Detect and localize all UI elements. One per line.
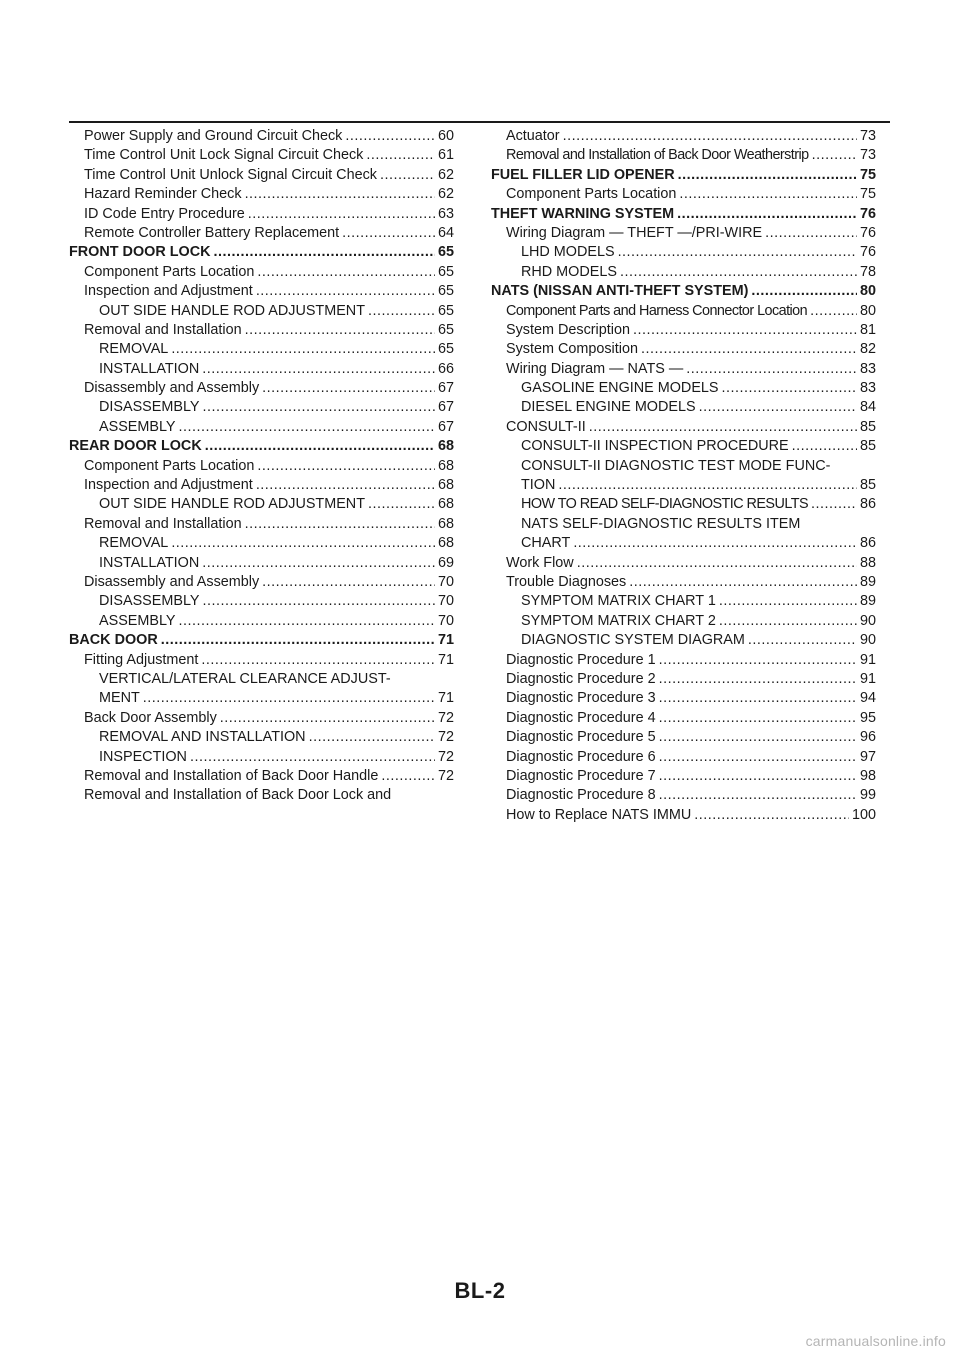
toc-entry-title: How to Replace NATS IMMU [506, 806, 692, 823]
toc-entry-title: NATS (NISSAN ANTI-THEFT SYSTEM) [491, 283, 749, 300]
toc-entry-diesel-engine-models[interactable] [491, 398, 876, 417]
toc-leader-dots [248, 205, 435, 224]
toc-leader-dots [765, 224, 857, 243]
toc-entry-page: 65 [437, 244, 454, 261]
toc-entry-title: INSPECTION [99, 748, 187, 765]
toc-entry-title: TION [521, 477, 556, 494]
toc-entry-title: Diagnostic Procedure 6 [506, 748, 656, 765]
toc-leader-dots [659, 767, 857, 786]
toc-entry-title: Diagnostic Procedure 7 [506, 767, 656, 784]
toc-entry-title: Removal and Installation [84, 321, 242, 338]
toc-leader-dots [678, 166, 857, 185]
toc-leader-dots [161, 631, 435, 650]
toc-entry-title: Power Supply and Ground Circuit Check [84, 128, 343, 144]
toc-column-right [491, 127, 876, 825]
toc-entry-title: FRONT DOOR LOCK [69, 244, 211, 261]
toc-entry-page: 76 [859, 205, 876, 222]
toc-entry-installation[interactable] [69, 360, 454, 379]
toc-entry-title: FUEL FILLER LID OPENER [491, 166, 675, 183]
toc-entry-page: 81 [859, 321, 876, 338]
toc-entry-gasoline-engine-models[interactable] [491, 379, 876, 398]
toc-entry-diagnostic-procedure-4[interactable] [491, 709, 876, 728]
toc-column-left [69, 127, 454, 806]
toc-entry-page: 71 [437, 651, 454, 668]
toc-leader-dots [699, 398, 857, 417]
toc-entry-nats-self-diagnostic-results-item[interactable] [491, 515, 876, 534]
toc-entry-installation[interactable] [69, 554, 454, 573]
toc-entry-title: Work Flow [506, 554, 574, 571]
toc-entry-title: DIESEL ENGINE MODELS [521, 399, 696, 416]
toc-entry-page: 64 [437, 224, 454, 241]
toc-leader-dots [577, 554, 857, 573]
toc-entry-removal-and-installation[interactable] [69, 728, 454, 747]
toc-entry-page: 72 [437, 709, 454, 726]
toc-leader-dots [368, 495, 435, 514]
toc-entry-title: Wiring Diagram — THEFT —/PRI-WIRE [506, 224, 763, 241]
toc-entry-title: Diagnostic Procedure 2 [506, 670, 656, 687]
toc-leader-dots [257, 457, 435, 476]
toc-entry-diagnostic-procedure-8[interactable] [491, 786, 876, 805]
toc-entry-inspection-and-adjustment[interactable] [69, 476, 454, 495]
toc-entry-title: CHART [521, 535, 571, 552]
toc-leader-dots [812, 146, 857, 165]
toc-entry-title: BACK DOOR [69, 632, 158, 649]
toc-leader-dots [262, 379, 435, 398]
toc-leader-dots [573, 534, 857, 553]
toc-entry-title: System Description [506, 321, 630, 338]
toc-leader-dots [171, 340, 435, 359]
toc-entry-title: Back Door Assembly [84, 709, 217, 726]
toc-entry-title: CONSULT-II INSPECTION PROCEDURE [521, 438, 789, 455]
toc-entry-diagnostic-procedure-7[interactable] [491, 767, 876, 786]
toc-entry-actuator[interactable] [491, 127, 876, 146]
toc-leader-dots [659, 670, 857, 689]
toc-leader-dots [563, 127, 857, 146]
toc-entry-page: 100 [851, 806, 876, 823]
toc-entry-page: 89 [859, 573, 876, 590]
toc-entry-consult-ii[interactable] [491, 418, 876, 437]
toc-entry-title: Trouble Diagnoses [506, 573, 627, 590]
toc-leader-dots [694, 806, 849, 825]
toc-entry-title: Remote Controller Battery Replacement [84, 224, 340, 241]
toc-entry-page: 63 [437, 205, 454, 222]
toc-entry-title: Diagnostic Procedure 8 [506, 787, 656, 804]
toc-leader-dots [342, 224, 435, 243]
toc-entry-diagnostic-procedure-1[interactable] [491, 651, 876, 670]
toc-entry-title: MENT [99, 690, 140, 707]
toc-leader-dots [589, 418, 857, 437]
toc-entry-fuel-filler-lid-opener[interactable] [491, 166, 876, 185]
toc-entry-title: Component Parts and Harness Connector Location [506, 302, 808, 319]
toc-entry-page: 67 [437, 380, 454, 397]
toc-leader-dots [811, 495, 857, 514]
toc-leader-dots [256, 476, 435, 495]
toc-entry-system-composition[interactable] [491, 340, 876, 359]
toc-entry-inspection[interactable] [69, 748, 454, 767]
toc-entry-removal-and-installation-of-back-door-handle[interactable] [69, 767, 454, 786]
toc-entry-title: Hazard Reminder Check [84, 186, 242, 203]
toc-leader-dots [202, 360, 435, 379]
toc-leader-dots [620, 263, 857, 282]
toc-leader-dots [203, 398, 435, 417]
toc-entry-page: 76 [859, 224, 876, 241]
toc-entry-removal[interactable] [69, 534, 454, 553]
toc-entry-title: REMOVAL [99, 341, 169, 358]
toc-entry-page: 60 [437, 128, 454, 144]
toc-entry-page: 95 [859, 709, 876, 726]
toc-entry-how-to-replace-nats-immu[interactable] [491, 806, 876, 825]
toc-entry-title: INSTALLATION [99, 554, 200, 571]
toc-entry-title: REMOVAL AND INSTALLATION [99, 729, 306, 746]
toc-entry-page: 68 [437, 457, 454, 474]
toc-leader-dots [380, 166, 435, 185]
toc-entry-removal-and-installation-of-back-door-weatherstr[interactable] [491, 146, 876, 165]
toc-entry-title: DISASSEMBLY [99, 399, 200, 416]
toc-entry-page: 90 [859, 612, 876, 629]
toc-entry-page: 85 [859, 477, 876, 494]
toc-entry-symptom-matrix-chart-2[interactable] [491, 612, 876, 631]
toc-entry-title: VERTICAL/LATERAL CLEARANCE ADJUST- [99, 670, 391, 687]
toc-entry-page: 83 [859, 360, 876, 377]
toc-entry-title: Disassembly and Assembly [84, 380, 260, 397]
toc-leader-dots [659, 651, 857, 670]
toc-entry-page: 70 [437, 593, 454, 610]
toc-entry-title: Removal and Installation [84, 515, 242, 532]
toc-leader-dots [245, 185, 435, 204]
toc-entry-page: 68 [437, 496, 454, 513]
toc-leader-dots [659, 728, 857, 747]
toc-leader-dots [679, 185, 857, 204]
toc-entry-lhd-models[interactable] [491, 243, 876, 262]
toc-entry-page: 89 [859, 593, 876, 610]
toc-entry-theft-warning-system[interactable] [491, 205, 876, 224]
toc-leader-dots [677, 205, 857, 224]
toc-entry-title: Wiring Diagram — NATS — [506, 360, 684, 377]
toc-entry-id-code-entry-procedure[interactable] [69, 205, 454, 224]
toc-leader-dots [309, 728, 435, 747]
toc-entry-title: OUT SIDE HANDLE ROD ADJUSTMENT [99, 496, 365, 513]
toc-entry-ment[interactable] [69, 689, 454, 708]
toc-leader-dots [220, 709, 435, 728]
toc-entry-page: 62 [437, 166, 454, 183]
toc-entry-title: NATS SELF-DIAGNOSTIC RESULTS ITEM [521, 515, 801, 532]
toc-entry-title: GASOLINE ENGINE MODELS [521, 380, 719, 397]
toc-leader-dots [810, 302, 857, 321]
toc-leader-dots [381, 767, 435, 786]
toc-entry-page: 68 [437, 477, 454, 494]
toc-entry-title: ASSEMBLY [99, 418, 176, 435]
toc-leader-dots [719, 592, 857, 611]
toc-entry-work-flow[interactable] [491, 554, 876, 573]
toc-entry-title: ASSEMBLY [99, 612, 176, 629]
toc-leader-dots [245, 515, 435, 534]
toc-entry-page: 69 [437, 554, 454, 571]
toc-leader-dots [366, 146, 435, 165]
toc-entry-title: REAR DOOR LOCK [69, 438, 202, 455]
toc-entry-title: ID Code Entry Procedure [84, 205, 245, 222]
toc-entry-component-parts-and-harness-connector-location[interactable] [491, 302, 876, 321]
toc-leader-dots [143, 689, 435, 708]
toc-entry-title: Removal and Installation of Back Door Weatherstrip [506, 147, 809, 164]
toc-leader-dots [202, 554, 435, 573]
toc-entry-page: 71 [437, 632, 454, 649]
toc-entry-rear-door-lock[interactable] [69, 437, 454, 456]
toc-entry-disassembly-and-assembly[interactable] [69, 573, 454, 592]
toc-entry-page: 65 [437, 341, 454, 358]
toc-entry-page: 65 [437, 283, 454, 300]
toc-entry-title: Removal and Installation of Back Door Handle [84, 767, 379, 784]
toc-entry-page: 65 [437, 302, 454, 319]
toc-entry-out-side-handle-rod-adjustment[interactable] [69, 302, 454, 321]
toc-entry-title: CONSULT-II DIAGNOSTIC TEST MODE FUNC- [521, 457, 831, 474]
toc-entry-title: Diagnostic Procedure 3 [506, 690, 656, 707]
toc-entry-title: Diagnostic Procedure 1 [506, 651, 656, 668]
toc-entry-title: Component Parts Location [84, 457, 255, 474]
toc-entry-component-parts-location[interactable] [491, 185, 876, 204]
toc-entry-title: SYMPTOM MATRIX CHART 2 [521, 612, 716, 629]
toc-entry-title: Inspection and Adjustment [84, 283, 253, 300]
toc-leader-dots [792, 437, 857, 456]
toc-entry-consult-ii-diagnostic-test-mode-func[interactable] [491, 457, 876, 476]
toc-entry-disassembly-and-assembly[interactable] [69, 379, 454, 398]
toc-entry-page: 88 [859, 554, 876, 571]
toc-entry-diagnostic-system-diagram[interactable] [491, 631, 876, 650]
toc-entry-title: Removal and Installation of Back Door Lock and [84, 787, 392, 804]
page-label: BL-2 [454, 1278, 506, 1303]
toc-entry-wiring-diagram-nats[interactable] [491, 360, 876, 379]
toc-entry-page: 86 [859, 496, 876, 513]
toc-entry-out-side-handle-rod-adjustment[interactable] [69, 495, 454, 514]
toc-leader-dots [659, 689, 857, 708]
toc-entry-page: 85 [859, 418, 876, 435]
toc-entry-nats-nissan-anti-theft-system[interactable] [491, 282, 876, 301]
toc-leader-dots [179, 418, 435, 437]
toc-entry-assembly[interactable] [69, 418, 454, 437]
toc-entry-page: 91 [859, 670, 876, 687]
toc-entry-page: 90 [859, 632, 876, 649]
toc-entry-page: 99 [859, 787, 876, 804]
toc-entry-trouble-diagnoses[interactable] [491, 573, 876, 592]
toc-entry-title: Fitting Adjustment [84, 651, 199, 668]
toc-entry-page: 85 [859, 438, 876, 455]
toc-entry-title: Actuator [506, 128, 560, 144]
toc-leader-dots [751, 282, 857, 301]
toc-entry-title: Component Parts Location [506, 186, 677, 203]
toc-entry-front-door-lock[interactable] [69, 243, 454, 262]
toc-entry-page: 83 [859, 380, 876, 397]
toc-entry-diagnostic-procedure-2[interactable] [491, 670, 876, 689]
toc-entry-inspection-and-adjustment[interactable] [69, 282, 454, 301]
toc-entry-component-parts-location[interactable] [69, 263, 454, 282]
toc-entry-page: 68 [437, 515, 454, 532]
toc-leader-dots [722, 379, 857, 398]
toc-entry-title: Disassembly and Assembly [84, 573, 260, 590]
toc-entry-title: CONSULT-II [506, 418, 586, 435]
toc-entry-page: 76 [859, 244, 876, 261]
toc-entry-disassembly[interactable] [69, 592, 454, 611]
toc-entry-wiring-diagram-theft-pri-wire[interactable] [491, 224, 876, 243]
toc-entry-page: 68 [437, 438, 454, 455]
toc-entry-title: RHD MODELS [521, 263, 617, 280]
toc-entry-time-control-unit-unlock-signal-circuit-check[interactable] [69, 166, 454, 185]
toc-entry-title: Inspection and Adjustment [84, 477, 253, 494]
toc-leader-dots [659, 748, 857, 767]
toc-entry-page: 65 [437, 321, 454, 338]
toc-leader-dots [345, 127, 435, 146]
toc-leader-dots [618, 243, 857, 262]
toc-entry-title: OUT SIDE HANDLE ROD ADJUSTMENT [99, 302, 365, 319]
toc-leader-dots [171, 534, 435, 553]
toc-entry-page: 68 [437, 535, 454, 552]
toc-leader-dots [659, 786, 857, 805]
toc-entry-page: 97 [859, 748, 876, 765]
toc-entry-title: THEFT WARNING SYSTEM [491, 205, 675, 222]
toc-entry-diagnostic-procedure-3[interactable] [491, 689, 876, 708]
toc-entry-consult-ii-inspection-procedure[interactable] [491, 437, 876, 456]
toc-leader-dots [748, 631, 857, 650]
toc-entry-symptom-matrix-chart-1[interactable] [491, 592, 876, 611]
toc-entry-page: 65 [437, 263, 454, 280]
toc-entry-page: 80 [859, 302, 876, 319]
toc-entry-component-parts-location[interactable] [69, 457, 454, 476]
toc-entry-disassembly[interactable] [69, 398, 454, 417]
toc-leader-dots [245, 321, 435, 340]
toc-entry-chart[interactable] [491, 534, 876, 553]
toc-leader-dots [659, 709, 857, 728]
toc-leader-dots [203, 592, 435, 611]
toc-entry-page: 67 [437, 418, 454, 435]
toc-entry-tion[interactable] [491, 476, 876, 495]
toc-entry-page: 80 [859, 283, 876, 300]
toc-entry-page: 70 [437, 612, 454, 629]
toc-entry-remote-controller-battery-replacement[interactable] [69, 224, 454, 243]
toc-entry-assembly[interactable] [69, 612, 454, 631]
toc-leader-dots [205, 437, 435, 456]
toc-entry-diagnostic-procedure-6[interactable] [491, 748, 876, 767]
toc-entry-title: Time Control Unit Lock Signal Circuit Check [84, 147, 364, 164]
header-rule [69, 121, 890, 123]
toc-entry-page: 71 [437, 690, 454, 707]
toc-entry-system-description[interactable] [491, 321, 876, 340]
toc-leader-dots [686, 360, 857, 379]
toc-entry-removal[interactable] [69, 340, 454, 359]
toc-leader-dots [201, 651, 435, 670]
toc-leader-dots [256, 282, 435, 301]
toc-leader-dots [368, 302, 435, 321]
toc-entry-page: 72 [437, 729, 454, 746]
toc-entry-page: 70 [437, 573, 454, 590]
toc-leader-dots [262, 573, 435, 592]
toc-entry-page: 86 [859, 535, 876, 552]
toc-entry-removal-and-installation[interactable] [69, 321, 454, 340]
toc-leader-dots [190, 748, 435, 767]
toc-entry-page: 61 [437, 147, 454, 164]
toc-entry-title: Component Parts Location [84, 263, 255, 280]
toc-entry-page: 91 [859, 651, 876, 668]
toc-entry-rhd-models[interactable] [491, 263, 876, 282]
toc-entry-page: 67 [437, 399, 454, 416]
toc-entry-back-door[interactable] [69, 631, 454, 650]
toc-entry-title: SYMPTOM MATRIX CHART 1 [521, 593, 716, 610]
toc-entry-title: System Composition [506, 341, 638, 358]
toc-entry-title: Time Control Unit Unlock Signal Circuit Check [84, 166, 377, 183]
toc-leader-dots [719, 612, 857, 631]
toc-entry-page: 82 [859, 341, 876, 358]
toc-entry-page: 72 [437, 748, 454, 765]
toc-entry-page: 73 [859, 128, 876, 144]
watermark: carmanualsonline.info [805, 1333, 946, 1349]
toc-entry-title: INSTALLATION [99, 360, 200, 377]
toc-entry-page: 75 [859, 166, 876, 183]
toc-leader-dots [641, 340, 857, 359]
toc-leader-dots [179, 612, 435, 631]
toc-entry-vertical-lateral-clearance-adjust[interactable] [69, 670, 454, 689]
toc-entry-removal-and-installation[interactable] [69, 515, 454, 534]
toc-entry-title: REMOVAL [99, 535, 169, 552]
toc-entry-page: 98 [859, 767, 876, 784]
toc-entry-how-to-read-self-diagnostic-results[interactable] [491, 495, 876, 514]
toc-entry-page: 84 [859, 399, 876, 416]
toc-entry-page: 94 [859, 690, 876, 707]
toc-entry-page: 72 [437, 767, 454, 784]
toc-entry-title: DIAGNOSTIC SYSTEM DIAGRAM [521, 632, 745, 649]
toc-entry-power-supply-and-ground-circuit-check[interactable] [69, 127, 454, 146]
toc-entry-time-control-unit-lock-signal-circuit-check[interactable] [69, 146, 454, 165]
toc-entry-page: 66 [437, 360, 454, 377]
toc-leader-dots [558, 476, 857, 495]
toc-leader-dots [629, 573, 857, 592]
toc-entry-page: 78 [859, 263, 876, 280]
toc-entry-title: Diagnostic Procedure 4 [506, 709, 656, 726]
toc-entry-title: HOW TO READ SELF-DIAGNOSTIC RESULTS [521, 496, 808, 513]
toc-entry-page: 75 [859, 186, 876, 203]
toc-leader-dots [257, 263, 435, 282]
toc-entry-diagnostic-procedure-5[interactable] [491, 728, 876, 747]
toc-entry-removal-and-installation-of-back-door-lock-and[interactable] [69, 786, 454, 805]
toc-leader-dots [214, 243, 435, 262]
toc-entry-hazard-reminder-check[interactable] [69, 185, 454, 204]
toc-entry-title: DISASSEMBLY [99, 593, 200, 610]
toc-entry-page: 62 [437, 186, 454, 203]
toc-entry-page: 73 [859, 147, 876, 164]
toc-leader-dots [633, 321, 857, 340]
toc-entry-title: Diagnostic Procedure 5 [506, 729, 656, 746]
toc-entry-fitting-adjustment[interactable] [69, 651, 454, 670]
toc-entry-page: 96 [859, 729, 876, 746]
toc-entry-title: LHD MODELS [521, 244, 615, 261]
toc-entry-back-door-assembly[interactable] [69, 709, 454, 728]
